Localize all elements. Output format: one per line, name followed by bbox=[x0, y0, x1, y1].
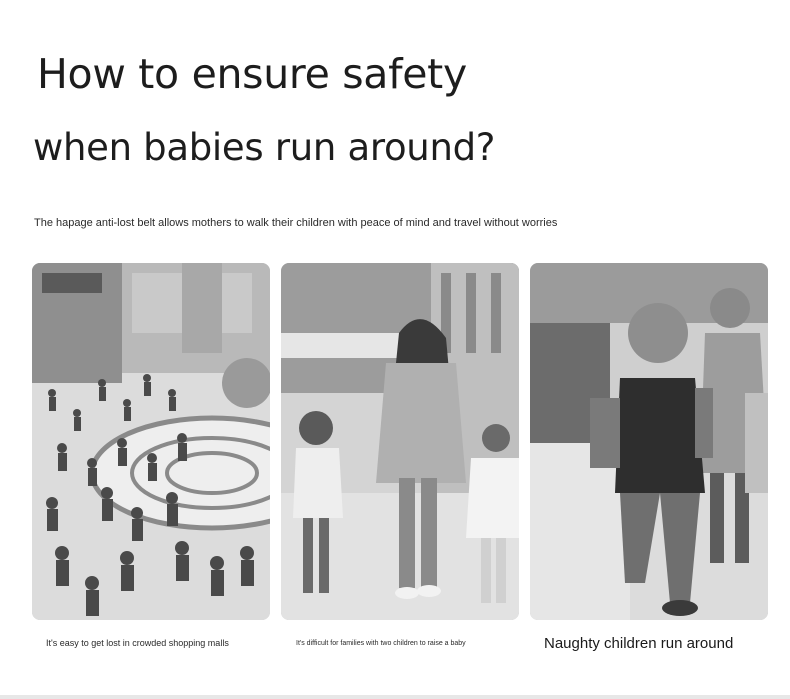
running-boy-illustration bbox=[530, 263, 768, 620]
panel-caption-running: Naughty children run around bbox=[544, 635, 734, 652]
running-boy-photo bbox=[530, 263, 768, 620]
page-title-line-1: How to ensure safety bbox=[37, 50, 467, 98]
panel-caption-family: It's difficult for families with two children to raise a baby bbox=[296, 640, 466, 647]
mall-crowd-photo bbox=[32, 263, 270, 620]
family-two-children-photo bbox=[281, 263, 519, 620]
page-title-line-2: when babies run around? bbox=[33, 126, 496, 169]
page-subtitle: The hapage anti-lost belt allows mothers to walk their children with peace of mind and travel without worries bbox=[34, 217, 558, 229]
mall-crowd-illustration bbox=[32, 263, 270, 620]
panel-caption-mall: It's easy to get lost in crowded shopping malls bbox=[46, 638, 229, 648]
bottom-divider bbox=[0, 695, 790, 699]
family-illustration bbox=[281, 263, 519, 620]
